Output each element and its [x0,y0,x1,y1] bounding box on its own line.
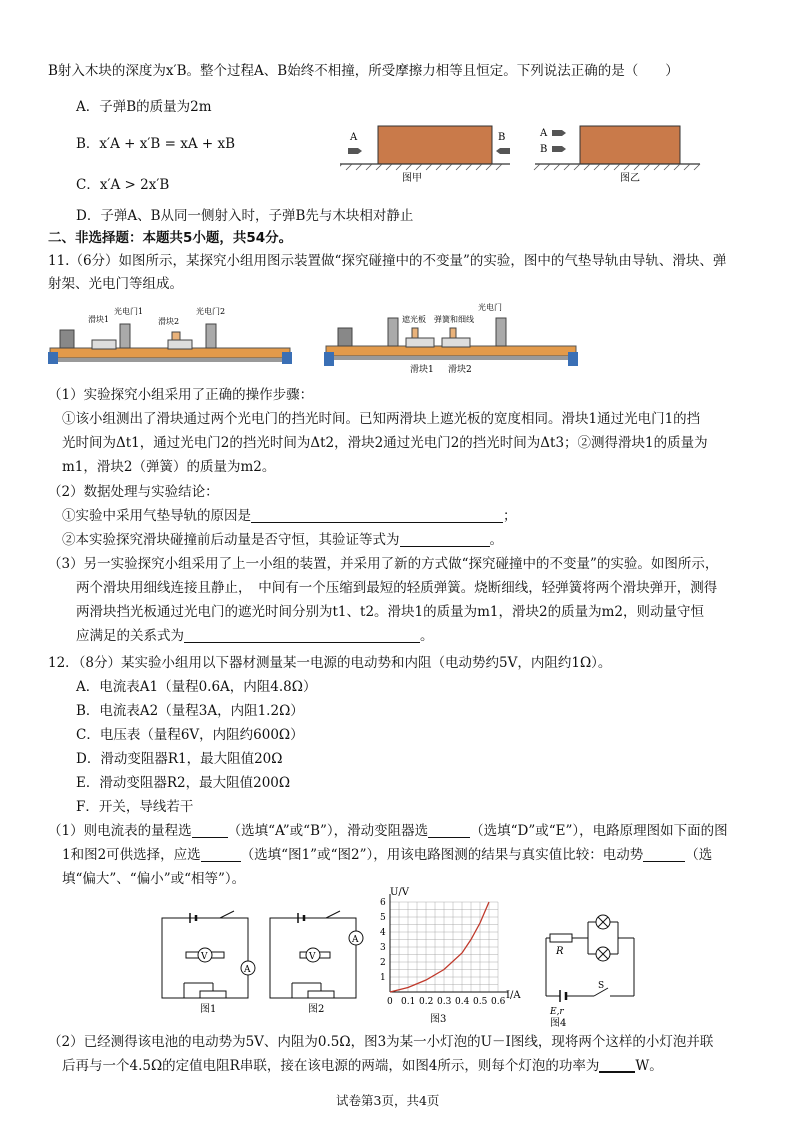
wood-block-right [580,126,680,164]
y-tick-label: 6 [380,898,386,908]
q11-equation-prompt: ②本实验探究滑块碰撞前后动量是否守恒，其验证等式为 [62,532,400,548]
voltmeter-2: V [309,952,316,962]
q12-option-a: A．电流表A1（量程0.6A，内阻4.8Ω） [76,679,317,695]
x-tick-label: 0.2 [419,997,434,1007]
q11-line-12: 两滑块挡光板通过光电门的遮光时间分别为t1、t2。滑块1的质量为m1，滑块2的质量为m2，则动量守恒 [76,604,704,620]
q12-option-c: C．电压表（量程6V，内阻约600Ω） [76,727,304,743]
y-tick-label: 3 [380,943,386,953]
q11-line-7: （2）数据处理与实验结论： [48,484,219,500]
q12-part1-line2: 1和图2可供选择，应选 （选填“图1”或“图2”），用该电路图测的结果与真实值比较：电动势 （选 [62,847,713,863]
label-spring: 弹簧和细线 [434,315,474,324]
section-heading: 二、非选择题：本题共5小题，共54分。 [48,230,293,246]
circuit-2 [270,911,363,998]
y-tick-label: 1 [380,973,386,983]
circuit-1 [162,911,255,998]
q12-option-f: F．开关，导线若干 [76,799,194,815]
x-tick-label: 0 [387,997,393,1007]
q12-option-e: E．滑动变阻器R2，最大阻值200Ω [76,775,291,791]
q11-line-6: m1，滑块2（弹簧）的质量为m2。 [62,459,276,475]
blank-reason[interactable] [251,508,503,523]
x-tick-label: 0.4 [455,997,470,1007]
q11-line-8: ①实验中采用气垫导轨的原因是 ； [62,508,517,524]
q10-option-b: B．x′A + x′B = xA + xB [76,136,236,152]
ammeter-2: A [352,935,359,945]
y-tick-label: 5 [380,913,386,923]
x-axis-label: I/A [506,990,521,1001]
label-b-left: B [498,132,506,143]
air-track-left [48,306,292,364]
bullet-b [496,148,510,154]
circuit-figures [150,908,370,1016]
label-s1: 滑块1 [410,365,434,375]
blank-power[interactable] [599,1057,635,1073]
bullet-a [348,148,362,154]
x-tick-label: 0.5 [473,997,488,1007]
caption-fig4: 图4 [550,1018,567,1028]
x-tick-label: 0.6 [491,997,506,1007]
resistor-label: R [556,946,564,957]
blank-relation[interactable] [184,628,420,643]
voltmeter-1: V [201,952,208,962]
ui-chart [372,884,522,1026]
circuit-4 [538,908,648,1028]
q11-line-13: 应满足的关系式为 。 [76,628,434,644]
blank-emf[interactable] [643,847,685,862]
blank-equation[interactable] [400,532,490,547]
q11-line-9: ②本实验探究滑块碰撞前后动量是否守恒，其验证等式为 。 [62,532,503,548]
q11-relation-prompt: 应满足的关系式为 [76,628,184,644]
q12-option-b: B．电流表A2（量程3A，内阻1.2Ω） [76,703,304,719]
caption-fig2: 图2 [308,1004,325,1015]
figure-jia [340,126,510,184]
y-tick-label: 2 [380,958,386,968]
page-footer: 试卷第3页，共4页 [336,1093,440,1108]
q11-line-5: 光时间为Δt1，通过光电门2的挡光时间为Δt2，滑块2通过光电门2的挡光时间为Δt3；②测得滑块1的质量为 [62,435,708,451]
q10-figures [340,118,720,188]
label-gate: 光电门 [478,303,502,312]
x-tick-label: 0.1 [401,997,416,1007]
q11-line-4: ①该小组测出了滑块通过两个光电门的挡光时间。已知两滑块上遮光板的宽度相同。滑块1通过光电门1的挡 [62,411,701,427]
label-gate2: 光电门2 [196,307,226,316]
caption-fig3: 图3 [430,1014,447,1025]
label-gate1: 光电门1 [114,307,144,316]
q10-option-d: D．子弹A、B从同一侧射入时，子弹B先与木块相对静止 [76,208,414,224]
label-a-left: A [350,132,358,143]
chart-grid [390,894,508,992]
q11-line-1: 11.（6分）如图所示，某探究小组用图示装置做“探究碰撞中的不变量”的实验，图中的气垫导轨由导轨、滑块、弹 [48,253,727,269]
q12-part1-line3: 填“偏大”、“偏小”或“相等”）。 [62,871,246,887]
caption-yi: 图乙 [620,173,640,184]
ammeter-1: A [244,965,251,975]
air-track-right [324,302,578,375]
q12-part2-line1: （2）已经测得该电池的电动势为5V、内阻为0.5Ω，图3为某一小灯泡的U－I图线，现将两个这样的小灯泡并联 [48,1034,714,1050]
blank-circuit[interactable] [201,847,241,862]
q10-option-a: A．子弹B的质量为2m [76,99,212,115]
q11-line-11: 两个滑块用细线连接且静止， 中间有一个压缩到最短的轻质弹簧。烧断细线，轻弹簧将两个滑块弹开，测得 [76,580,718,596]
q10-option-c: C．x′A > 2x′B [76,177,170,193]
q12-part2-line2: 后再与一个4.5Ω的定值电阻R串联，接在该电源的两端，如图4所示，则每个灯泡的功率为 W。 [62,1058,663,1074]
figure-yi [534,126,700,184]
q11-line-2: 射架、光电门等组成。 [48,276,183,292]
q12-option-d: D．滑动变阻器R1，最大阻值20Ω [76,751,283,767]
label-a-right: A [540,128,548,139]
caption-jia: 图甲 [402,173,422,184]
label-slider2: 滑块2 [158,317,180,326]
y-tick-label: 4 [380,928,386,938]
label-shade: 遮光板 [402,315,426,324]
y-axis-label: U/V [390,887,410,898]
q10-stem: B射入木块的深度为x′B。整个过程A、B始终不相撞，所受摩擦力相等且恒定。下列说法正确的是（ ） [48,63,679,79]
x-tick-label: 0.3 [437,997,452,1007]
source-label: E,r [550,1007,564,1017]
label-b-right: B [540,144,548,155]
caption-fig1: 图1 [200,1004,217,1015]
q11-line-10: （3）另一实验探究小组采用了上一小组的装置，并采用了新的方式做“探究碰撞中的不变量”的实验。如图所示， [48,556,719,572]
label-slider1: 滑块1 [88,315,110,324]
q12-part1-line1: （1）则电流表的量程选 （选填“A”或“B”），滑动变阻器选 （选填“D”或“E”），电路原理图如下面的图 [48,823,728,839]
q11-line-3: （1）实验探究小组采用了正确的操作步骤： [48,387,314,403]
bullet-a-2 [552,130,566,136]
bullet-b-2 [552,146,566,152]
air-track-figures [48,300,608,378]
blank-rheostat[interactable] [428,823,470,838]
q12-stem: 12．（8分）某实验小组用以下器材测量某一电源的电动势和内阻（电动势约5V，内阻约1Ω）。 [48,655,612,671]
switch-label: S [598,981,605,991]
blank-ammeter[interactable] [192,823,228,838]
q11-reason-prompt: ①实验中采用气垫导轨的原因是 [62,508,251,524]
wood-block-left [378,126,492,164]
label-s2: 滑块2 [448,365,472,375]
